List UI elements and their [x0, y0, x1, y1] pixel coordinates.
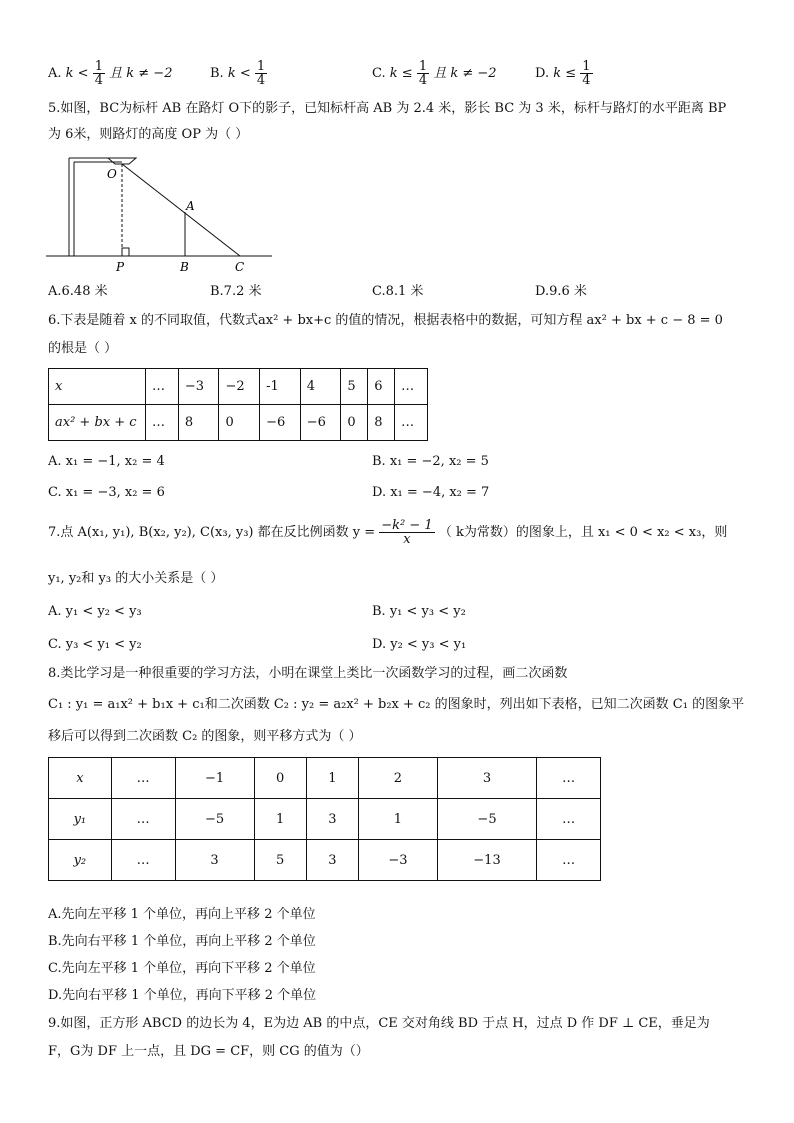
q6-option-c: C. x₁ = −3, x₂ = 6 [48, 485, 165, 500]
q4-option-a: A. k < $\frac{1}{4}$ 且 k ≠ −2 [48, 59, 173, 88]
table-cell: 5 [254, 840, 306, 881]
table-cell: 5 [341, 369, 368, 405]
table-cell: … [395, 405, 428, 441]
q5-stem-line1: 5.如图，BC为标杆 AB 在路灯 O下的影子，已知标杆高 AB 为 2.4 米，影长 BC 为 3 米，标杆与路灯的水平距离 BP [48, 101, 727, 116]
table-cell: y₁ [49, 799, 112, 840]
q8-option-d: D.先向右平移 1 个单位，再向下平移 2 个单位 [48, 988, 317, 1003]
table-row [49, 799, 601, 840]
table-cell: -1 [260, 369, 301, 405]
table-cell: 3 [306, 799, 358, 840]
label-a: A [186, 199, 195, 213]
table-cell: 4 [300, 369, 341, 405]
q6-value-table [48, 368, 428, 441]
table-cell: … [537, 840, 601, 881]
table-cell: −13 [437, 840, 536, 881]
table-cell: −2 [219, 369, 260, 405]
table-cell: −5 [175, 799, 254, 840]
table-cell: 8 [178, 405, 219, 441]
table-cell: … [111, 799, 175, 840]
q6-stem-line1: 6.下表是随着 x 的不同取值，代数式ax² + bx+c 的值的情况，根据表格中的数据，可知方程 ax² + bx + c − 8 = 0 [48, 313, 723, 328]
q8-stem-line2: C₁ : y₁ = a₁x² + b₁x + c₁和二次函数 C₂ : y₂ = a₂x² + b₂x + c₂ 的图象时，列出如下表格，已知二次函数 C₁ 的图象平 [48, 697, 745, 712]
table-row [49, 369, 428, 405]
table-cell: −3 [178, 369, 219, 405]
q5-option-b: B.7.2 米 [210, 284, 262, 299]
q5-option-c: C.8.1 米 [372, 284, 424, 299]
table-cell: x [49, 369, 146, 405]
table-cell: … [537, 799, 601, 840]
q9-stem-line2: F，G为 DF 上一点，且 DG = CF，则 CG 的值为（） [48, 1044, 369, 1059]
table-cell: 8 [368, 405, 395, 441]
right-angle-mark [122, 248, 129, 256]
table-cell: 2 [358, 758, 437, 799]
table-row [49, 405, 428, 441]
table-cell: 1 [358, 799, 437, 840]
q6-option-d: D. x₁ = −4, x₂ = 7 [372, 485, 490, 500]
q7-option-b: B. y₁ < y₃ < y₂ [372, 604, 466, 619]
label-b: B [180, 260, 189, 274]
q6-option-a: A. x₁ = −1, x₂ = 4 [48, 454, 165, 469]
table-row [49, 840, 601, 881]
q4-option-c: C. k ≤ $\frac{1}{4}$ 且 k ≠ −2 [372, 59, 497, 88]
q6-option-b: B. x₁ = −2, x₂ = 5 [372, 454, 489, 469]
table-cell: 0 [341, 405, 368, 441]
q8-stem-line3: 移后可以得到二次函数 C₂ 的图象，则平移方式为（ ） [48, 729, 362, 744]
label-o: O [107, 167, 117, 181]
table-cell: … [537, 758, 601, 799]
table-cell: … [111, 840, 175, 881]
table-cell: 1 [306, 758, 358, 799]
table-cell: … [395, 369, 428, 405]
q8-stem-line1: 8.类比学习是一种很重要的学习方法，小明在课堂上类比一次函数学习的过程，画二次函数 [48, 666, 568, 681]
q8-option-c: C.先向左平移 1 个单位，再向下平移 2 个单位 [48, 961, 316, 976]
table-cell: −6 [260, 405, 301, 441]
q4-option-d: D. k ≤ $\frac{1}{4}$ [535, 59, 591, 88]
q5-streetlight-figure [44, 150, 276, 276]
q8-option-a: A.先向左平移 1 个单位，再向上平移 2 个单位 [48, 907, 316, 922]
table-cell: −1 [175, 758, 254, 799]
table-cell: −5 [437, 799, 536, 840]
label-c: C [235, 260, 245, 274]
table-cell: −6 [300, 405, 341, 441]
q5-option-d: D.9.6 米 [535, 284, 587, 299]
q7-option-a: A. y₁ < y₂ < y₃ [48, 604, 142, 619]
q9-stem-line1: 9.如图，正方形 ABCD 的边长为 4，E为边 AB 的中点，CE 交对角线 BD 于点 H，过点 D 作 DF ⊥ CE，垂足为 [48, 1016, 710, 1031]
q4-option-b: B. k < $\frac{1}{4}$ [210, 59, 266, 88]
table-cell: 0 [219, 405, 260, 441]
q7-option-c: C. y₃ < y₁ < y₂ [48, 637, 142, 652]
q5-option-a: A.6.48 米 [48, 284, 108, 299]
table-cell: x [49, 758, 112, 799]
table-cell: … [146, 405, 179, 441]
q6-stem-line2: 的根是（ ） [48, 341, 118, 356]
table-cell: … [146, 369, 179, 405]
q8-option-b: B.先向右平移 1 个单位，再向上平移 2 个单位 [48, 934, 316, 949]
q7-stem-line1: 7.点 A(x₁, y₁), B(x₂, y₂), C(x₃, y₃) 都在反比例函数 y = $\frac{\text{−k² − 1}}{x}$ （ k为常数）的图象上，且 x₁ < 0 < x₂ < x₃，则 [48, 518, 728, 547]
table-row [49, 758, 601, 799]
q5-stem-line2: 为 6米，则路灯的高度 OP 为（ ） [48, 127, 249, 142]
table-cell: 3 [437, 758, 536, 799]
label-p: P [116, 260, 125, 274]
table-cell: 1 [254, 799, 306, 840]
table-cell: y₂ [49, 840, 112, 881]
table-cell: 0 [254, 758, 306, 799]
table-cell: −3 [358, 840, 437, 881]
table-cell: ax² + bx + c [49, 405, 146, 441]
q8-value-table [48, 757, 601, 881]
light-ray-oc [122, 164, 240, 256]
table-cell: 6 [368, 369, 395, 405]
q7-option-d: D. y₂ < y₃ < y₁ [372, 637, 467, 652]
table-cell: 3 [175, 840, 254, 881]
table-cell: … [111, 758, 175, 799]
q7-stem-line2: y₁, y₂和 y₃ 的大小关系是（ ） [48, 571, 224, 586]
lamp-head [108, 158, 136, 164]
table-cell: 3 [306, 840, 358, 881]
